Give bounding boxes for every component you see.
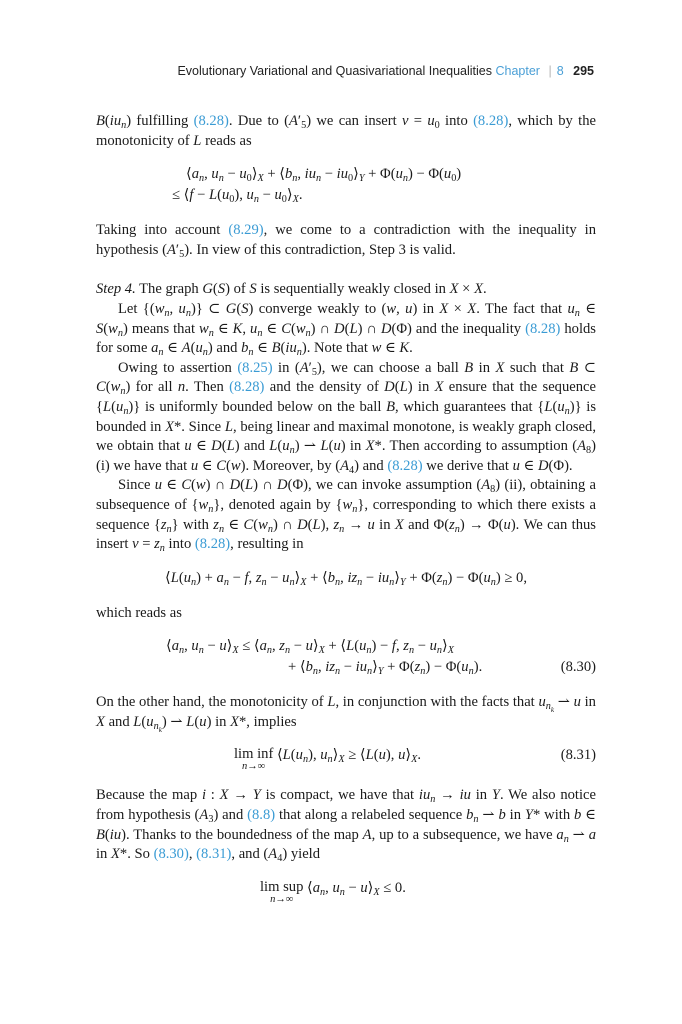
display-equation: $⟨L(u_n) + a_n - f$, $z_n$ − $u_n⟩_X$ + $⟨b_n$, $iz_n$ − $iu_n⟩_Y + \Phi(z_n) - \Phi(u_n) \ge 0$, xyxy=(165,569,527,588)
equation-link[interactable]: (8.28) xyxy=(387,457,423,474)
equation-link[interactable]: (8.28) xyxy=(525,320,561,337)
display-equation: lim inf n→∞ $⟨L(u_n)$, $u_n⟩_X$ ≥ ⟨L(u), $u⟩_X$. (8.31) xyxy=(234,746,596,773)
equation-link[interactable]: (8.28) xyxy=(193,113,229,129)
equation-link[interactable]: (8.28) xyxy=(229,379,265,396)
equation-link[interactable]: (8.30) xyxy=(153,846,189,863)
chapter-number: 8 xyxy=(556,64,564,78)
equation-link[interactable]: (8.8) xyxy=(247,807,276,824)
paragraph: Since u ∈ C(w) ∩ D(L) ∩ D(Φ), we can invoke assumption $(A_8)$ (ii), obtaining a subsequence of $\{w_n\}$, denoted again by $\{w_n\}$, corresponding to which there exists a sequence $\{z_n\}$ with $z_n$ ∈ $C(w_n)$ ∩ D(L), $z_n \to u$ in X and $\Phi(z_n) \to \Phi(u)$. We can thus insert $v = z_n$ into (8.28), resulting in xyxy=(96,477,596,555)
display-equation: + $⟨b_n$, $iz_n$ − $iu_n⟩_Y + \Phi(z_n) - \Phi(u_n)$. (8.30) xyxy=(288,659,596,678)
equation-link[interactable]: (8.28) xyxy=(473,113,509,129)
equation-link[interactable]: (8.29) xyxy=(228,222,264,239)
equation-link[interactable]: (8.31) xyxy=(196,846,232,863)
paragraph: Taking into account (8.29), we come to a contradiction with the inequality in hypothesis $(A'_5)$. In view of this contradiction, Step 3 is valid. xyxy=(96,222,597,260)
paragraph: which reads as xyxy=(96,604,182,621)
paragraph: Let {($w_n$, $u_n$)} ⊂ G(S) converge weakly to (w, u) in X × X. The fact that $u_n$ ∈ $S(w_n)$ means that $w_n$ ∈ K, $u_n$ ∈ $C(w_n)$ ∩ D(L) ∩ D(Φ) and the inequality (8.28) holds for some $a_n$ ∈ $A(u_n)$ and $b_n$ ∈ $B(iu_n)$. Note that w ∈ K. xyxy=(96,300,597,359)
paragraph: Step 4. The graph G(S) of S is sequentially weakly closed in X × X. xyxy=(96,281,487,298)
paragraph: Because the map i : X → Y is compact, we have that $iu_n$ → iu in Y. We also notice from hypothesis $(A_3)$ and (8.8) that along a relabeled sequence $b_n$ ⇀ b in Y* with b ∈ B(iu). Thanks to the boundedness of the map A, up to a subsequence, we have $a_n$ ⇀ a in X*. So (8.30), (8.31), and $(A_4)$ yield xyxy=(96,787,597,865)
running-header xyxy=(96,64,594,84)
page-number: 295 xyxy=(573,64,594,78)
equation-number: (8.31) xyxy=(560,747,596,764)
display-equation: lim sup n→∞ $⟨a_n$, $u_n$ − $u⟩_X \le 0$. xyxy=(260,878,406,905)
display-equation: $⟨a_n$, $u_n$ − $u_0⟩_X$ + $⟨b_n$, $iu_n$ − $iu_0⟩_Y + \Phi(u_n) - \Phi(u_0)$ xyxy=(186,166,462,185)
equation-link[interactable]: (8.25) xyxy=(237,359,273,376)
header-separator: | xyxy=(548,64,552,78)
paragraph: Owing to assertion (8.25) in $(A'_5)$, we can choose a ball B in X such that B ⊂ $C(w_n)$ for all n. Then (8.28) and the density of D(L) in X ensure that the sequence $\{L(u_n)\}$ is uniformly bounded below on the ball B, which guarantees that $\{L(u_n)\}$ is bounded in X*. Since L, being linear and maximal monotone, is weakly graph closed, we obtain that u ∈ D(L) and $L(u_n)$ ⇀ L(u) in X*. Then according to assumption $(A_8)$ (i) we have that u ∈ C(w). Moreover, by $(A_4)$ and (8.28) we derive that u ∈ D(Φ). xyxy=(96,359,596,476)
equation-number: (8.30) xyxy=(560,659,596,676)
display-equation: $⟨a_n$, $u_n$ − $u⟩_X$ ≤ $⟨a_n$, $z_n$ − $u⟩_X$ + $⟨L(u_n) - f$, $z_n$ − $u_n⟩_X$ xyxy=(166,638,454,657)
display-equation: ≤ ⟨f − $L(u_0)$, $u_n$ − $u_0⟩_X$. xyxy=(172,187,303,206)
chapter-label: Chapter xyxy=(495,64,540,78)
running-title: Evolutionary Variational and Quasivariational Inequalities xyxy=(177,64,492,78)
paragraph: On the other hand, the monotonicity of L, in conjunction with the facts that $u_{n_k}$ ⇀ u in X and $L(u_{n_k})$ ⇀ L(u) in X*, implies xyxy=(96,694,596,734)
equation-link[interactable]: (8.28) xyxy=(194,536,231,553)
page-body xyxy=(96,112,596,905)
paragraph: $B(iu_n)$ fulfilling (8.28). Due to $(A'_5)$ we can insert $v = u_0$ into (8.28), which by the monotonicity of L reads as xyxy=(96,113,596,149)
